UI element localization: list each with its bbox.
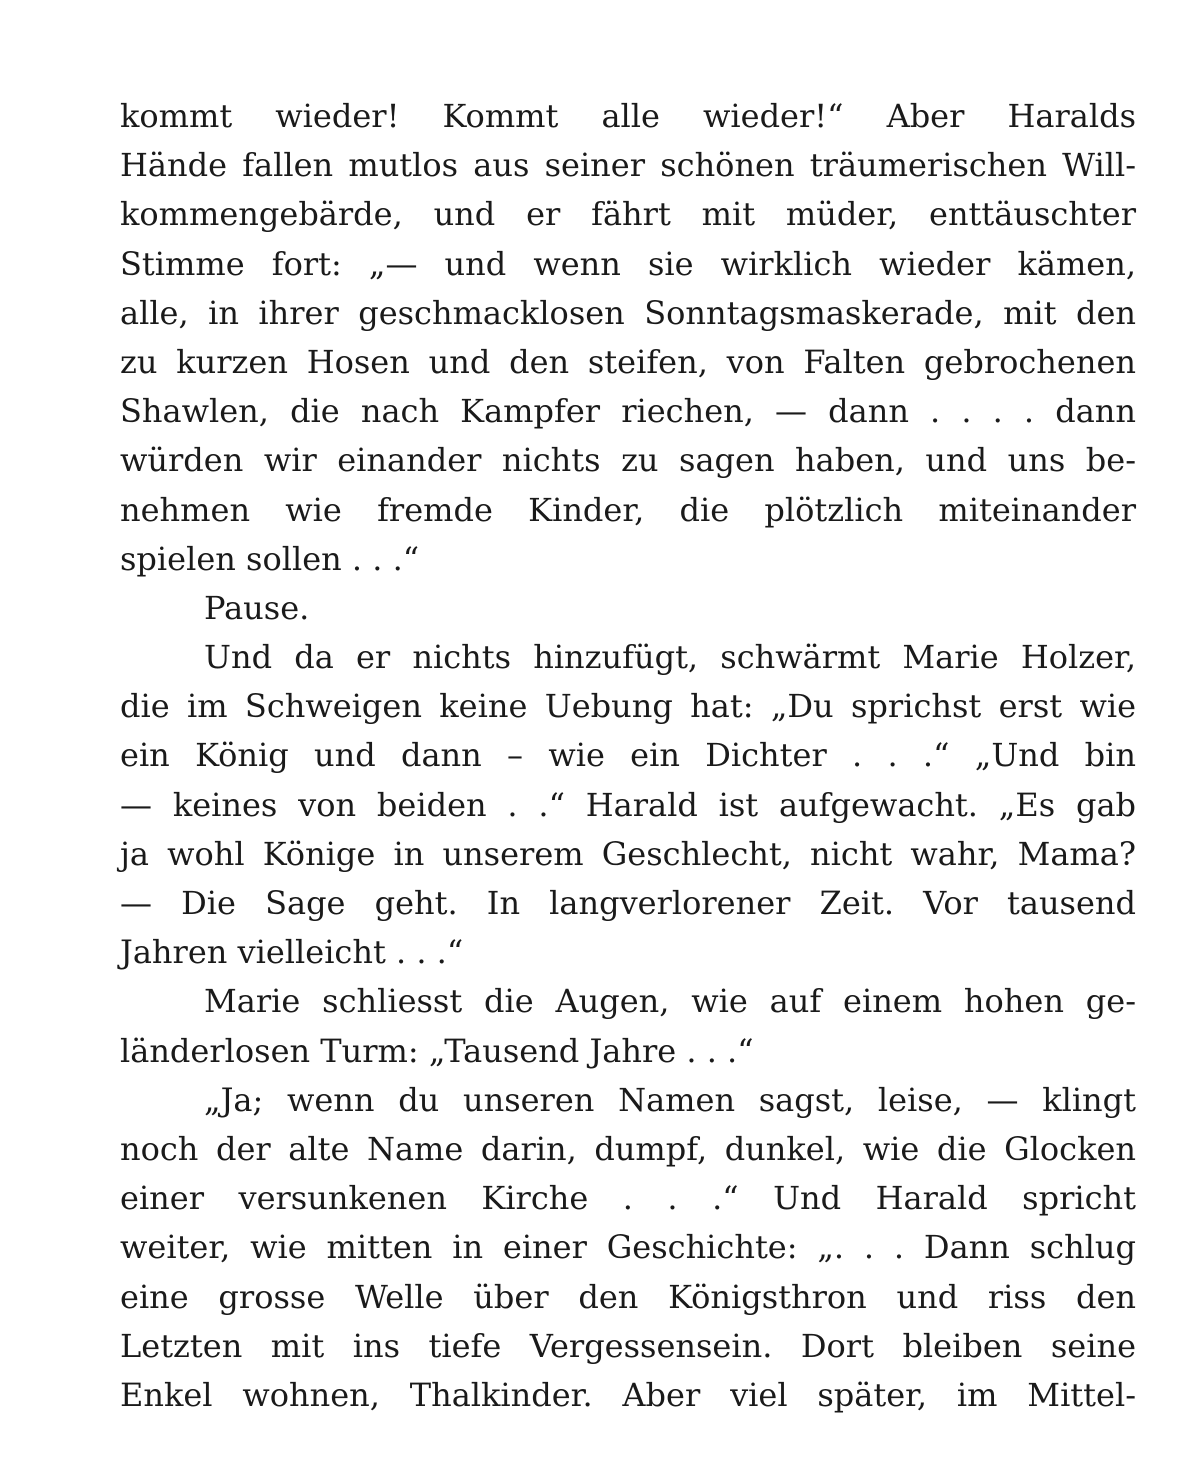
text-line: kommt wieder! Kommt alle wieder!“ Aber Haralds: [120, 97, 1136, 135]
text-line: „Ja; wenn du unseren Namen sagst, leise, — klingt: [204, 1080, 1136, 1119]
text-line: Letzten mit ins tiefe Vergessensein. Dort bleiben seine: [120, 1326, 1136, 1365]
text-line: — Die Sage geht. In langverlorener Zeit. Vor tausend: [120, 884, 1136, 922]
text-line: Und da er nichts hinzufügt, schwärmt Marie Holzer,: [204, 638, 1136, 677]
text-line: einer versunkenen Kirche . . .“ Und Harald spricht: [120, 1179, 1136, 1218]
text-line: Shawlen, die nach Kampfer riechen, — dann . . . . dann: [120, 392, 1136, 431]
text-line: Pause.: [204, 588, 310, 627]
text-line: — keines von beiden . .“ Harald ist aufgewacht. „Es gab: [120, 785, 1136, 824]
text-line: ein König und dann – wie ein Dichter . . .“ „Und bin: [120, 736, 1136, 775]
text-line: alle, in ihrer geschmacklosen Sonntagsmaskerade, mit den: [120, 293, 1136, 332]
text-line: zu kurzen Hosen und den steifen, von Falten gebrochenen: [120, 342, 1136, 381]
text-line: Hände fallen mutlos aus seiner schönen träumerischen Will-: [120, 146, 1136, 185]
text-line: eine grosse Welle über den Königsthron und riss den: [120, 1277, 1136, 1316]
text-line: weiter, wie mitten in einer Geschichte: „. . . Dann schlug: [120, 1228, 1136, 1267]
text-line: kommengebärde, und er fährt mit müder, enttäuschter: [120, 195, 1136, 234]
text-line: länderlosen Turm: „Tausend Jahre . . .“: [120, 1031, 754, 1070]
text-line: nehmen wie fremde Kinder, die plötzlich miteinander: [120, 490, 1136, 529]
text-line: die im Schweigen keine Uebung hat: „Du sprichst erst wie: [120, 687, 1136, 726]
text-line: würden wir einander nichts zu sagen haben, und uns be-: [120, 441, 1136, 480]
text-line: spielen sollen . . .“: [120, 539, 420, 578]
page-text: [120, 92, 1136, 1420]
text-line: ja wohl Könige in unserem Geschlecht, nicht wahr, Mama?: [120, 834, 1136, 873]
text-line: Stimme fort: „— und wenn sie wirklich wieder kämen,: [120, 244, 1136, 283]
text-line: Jahren vielleicht . . .“: [120, 933, 464, 972]
text-line: Marie schliesst die Augen, wie auf einem hohen ge-: [204, 982, 1136, 1021]
text-line: Enkel wohnen, Thalkinder. Aber viel später, im Mittel-: [120, 1375, 1136, 1414]
text-line: noch der alte Name darin, dumpf, dunkel, wie die Glocken: [120, 1129, 1136, 1168]
